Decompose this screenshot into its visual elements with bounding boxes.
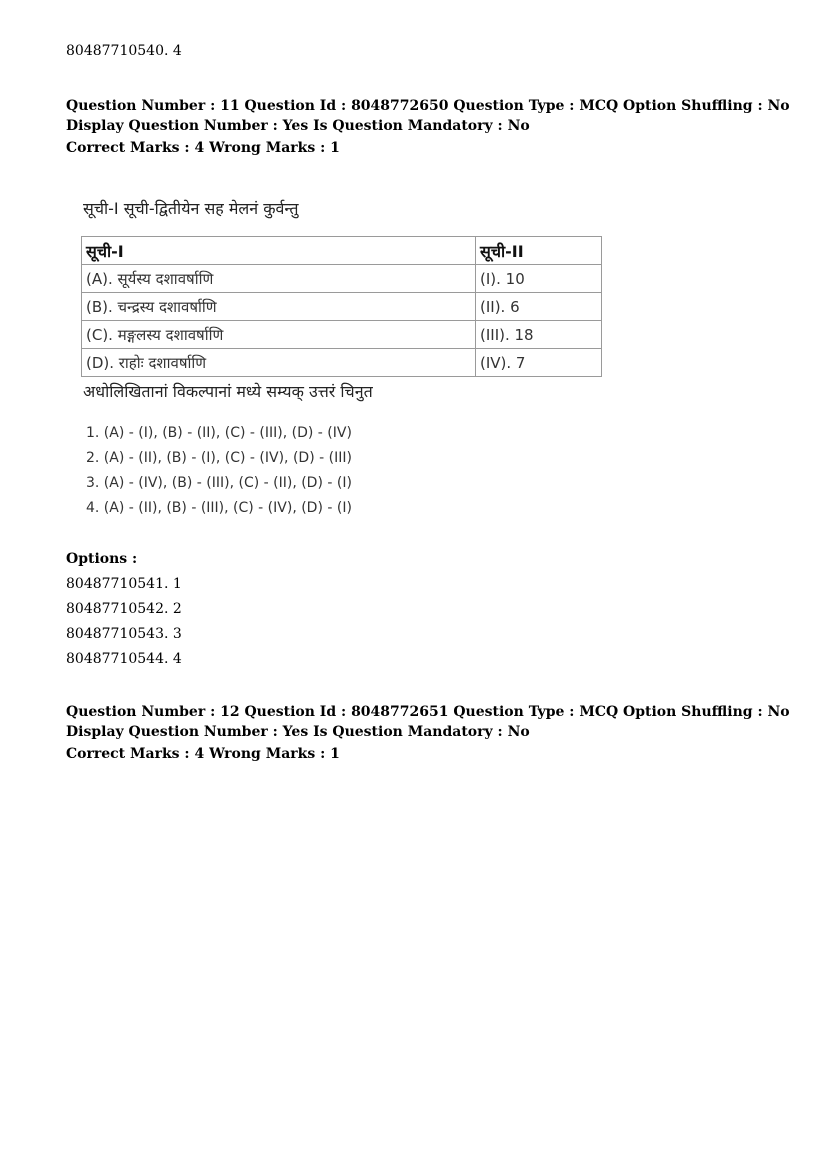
table-cell-list-2: (I). 10 bbox=[476, 265, 602, 293]
list-item: 4. (A) - (II), (B) - (III), (C) - (IV), (D) - (I) bbox=[86, 500, 352, 516]
match-table bbox=[81, 236, 602, 377]
list-item: 1. (A) - (I), (B) - (II), (C) - (III), (D) - (IV) bbox=[86, 425, 352, 441]
question-11-metadata bbox=[66, 96, 790, 158]
table-cell-list-1: (D). राहोः दशावर्षाणि bbox=[82, 349, 476, 377]
options-heading: Options : bbox=[66, 551, 138, 567]
previous-option-line: 80487710540. 4 bbox=[66, 43, 182, 59]
table-cell-list-1: (B). चन्द्रस्य दशावर्षाणि bbox=[82, 293, 476, 321]
question-12-display-line: Display Question Number : Yes Is Question Mandatory : No bbox=[66, 724, 530, 740]
option-id-line: 80487710544. 4 bbox=[66, 651, 182, 667]
table-cell-list-1: (C). मङ्गलस्य दशावर्षाणि bbox=[82, 321, 476, 349]
choose-answer-text: अधोलिखितानां विकल्पानां मध्ये सम्यक् उत्तरं चिनुत bbox=[83, 382, 373, 401]
list-item: 3. (A) - (IV), (B) - (III), (C) - (II), (D) - (I) bbox=[86, 475, 352, 491]
option-id-line: 80487710543. 3 bbox=[66, 626, 182, 642]
table-row bbox=[82, 349, 602, 377]
question-11-display-line: Display Question Number : Yes Is Question Mandatory : No bbox=[66, 118, 530, 134]
question-11-header-line: Question Number : 11 Question Id : 8048772650 Question Type : MCQ Option Shuffling : No bbox=[66, 98, 790, 114]
table-row bbox=[82, 321, 602, 349]
option-id-line: 80487710542. 2 bbox=[66, 601, 182, 617]
table-header-list-1: सूची-I bbox=[82, 237, 476, 265]
question-11-marks-line: Correct Marks : 4 Wrong Marks : 1 bbox=[66, 140, 340, 156]
table-header-row bbox=[82, 237, 602, 265]
table-row bbox=[82, 293, 602, 321]
answer-choices-list bbox=[86, 423, 352, 523]
table-cell-list-2: (III). 18 bbox=[476, 321, 602, 349]
question-12-marks-line: Correct Marks : 4 Wrong Marks : 1 bbox=[66, 746, 340, 762]
match-instruction: सूची-I सूची-द्वितीयेन सह मेलनं कुर्वन्तु bbox=[83, 199, 299, 218]
table-cell-list-1: (A). सूर्यस्य दशावर्षाणि bbox=[82, 265, 476, 293]
question-12-header-line: Question Number : 12 Question Id : 8048772651 Question Type : MCQ Option Shuffling : No bbox=[66, 704, 790, 720]
table-row bbox=[82, 265, 602, 293]
table-header-list-2: सूची-II bbox=[476, 237, 602, 265]
table-cell-list-2: (IV). 7 bbox=[476, 349, 602, 377]
question-12-metadata bbox=[66, 702, 790, 764]
table-cell-list-2: (II). 6 bbox=[476, 293, 602, 321]
list-item: 2. (A) - (II), (B) - (I), (C) - (IV), (D) - (III) bbox=[86, 450, 352, 466]
option-id-line: 80487710541. 1 bbox=[66, 576, 182, 592]
options-list bbox=[66, 575, 182, 675]
